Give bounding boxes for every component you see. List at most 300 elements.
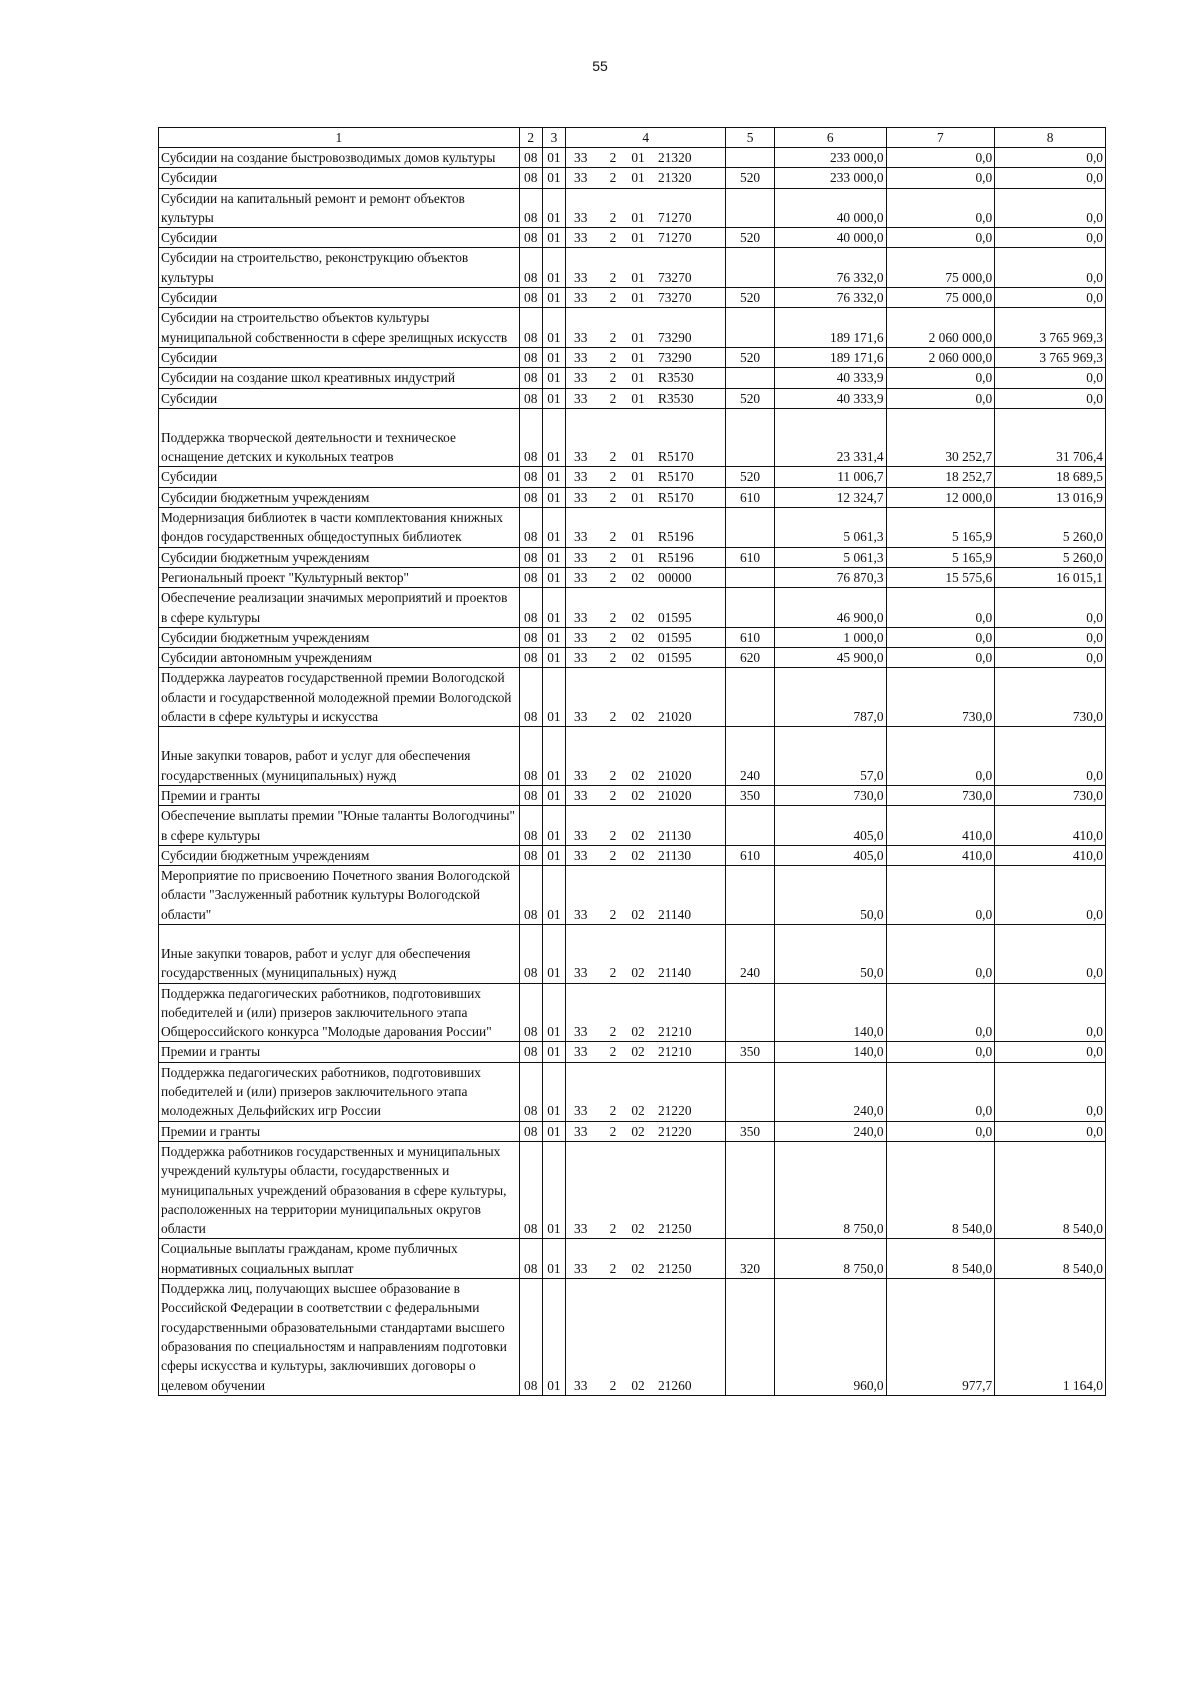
table-row <box>159 547 1106 567</box>
row-name: Поддержка педагогических работников, подготовивших победителей и (или) призеров заключительного этапа молодежных Дельфийских игр России <box>159 1062 520 1121</box>
table-row <box>159 924 1106 983</box>
code-c2: 08 <box>519 288 542 308</box>
amount-c6: 11 006,7 <box>774 467 886 487</box>
expense-type-code: 610 <box>726 845 775 865</box>
amount-c7: 977,7 <box>886 1279 995 1396</box>
table-row <box>159 845 1106 865</box>
column-header-4: 4 <box>566 128 726 148</box>
expense-type-code <box>726 1279 775 1396</box>
code-c3: 01 <box>542 1239 565 1279</box>
row-name: Субсидии бюджетным учреждениям <box>159 845 520 865</box>
table-row <box>159 1062 1106 1121</box>
amount-c7: 410,0 <box>886 845 995 865</box>
code-part-1: 33 <box>574 329 588 345</box>
code-c3: 01 <box>542 508 565 548</box>
amount-c7: 730,0 <box>886 668 995 727</box>
target-article-code <box>566 785 726 805</box>
code-part-4: 00000 <box>658 569 692 585</box>
code-c3: 01 <box>542 1141 565 1238</box>
amount-c8: 0,0 <box>995 1042 1106 1062</box>
amount-c6: 76 332,0 <box>774 288 886 308</box>
code-c3: 01 <box>542 368 565 388</box>
code-part-4: 73290 <box>658 349 692 365</box>
table-row <box>159 1279 1106 1396</box>
amount-c8: 0,0 <box>995 228 1106 248</box>
row-name: Субсидии на капитальный ремонт и ремонт объектов культуры <box>159 188 520 228</box>
code-part-4: 21130 <box>658 827 692 843</box>
row-name: Мероприятие по присвоению Почетного звания Вологодской области "Заслуженный работник культуры Вологодской области" <box>159 866 520 925</box>
code-part-2: 2 <box>609 650 617 666</box>
code-part-4: 21320 <box>658 170 692 186</box>
amount-c6: 40 333,9 <box>774 368 886 388</box>
code-part-1: 33 <box>574 569 588 585</box>
expense-type-code: 520 <box>726 467 775 487</box>
amount-c7: 75 000,0 <box>886 248 995 288</box>
expense-type-code <box>726 588 775 628</box>
table-row <box>159 368 1106 388</box>
code-part-3: 02 <box>631 827 645 843</box>
code-c2: 08 <box>519 845 542 865</box>
amount-c6: 240,0 <box>774 1121 886 1141</box>
code-c2: 08 <box>519 508 542 548</box>
amount-c8: 410,0 <box>995 845 1106 865</box>
amount-c6: 40 333,9 <box>774 388 886 408</box>
code-c2: 08 <box>519 347 542 367</box>
code-part-2: 2 <box>609 529 617 545</box>
expense-type-code: 610 <box>726 547 775 567</box>
amount-c8: 0,0 <box>995 288 1106 308</box>
expense-type-code: 610 <box>726 487 775 507</box>
amount-c8: 730,0 <box>995 668 1106 727</box>
table-row <box>159 648 1106 668</box>
code-c3: 01 <box>542 547 565 567</box>
amount-c7: 0,0 <box>886 727 995 786</box>
table-row <box>159 408 1106 467</box>
target-article-code <box>566 288 726 308</box>
code-part-1: 33 <box>574 906 588 922</box>
target-article-code <box>566 388 726 408</box>
code-c3: 01 <box>542 388 565 408</box>
column-header-5: 5 <box>726 128 775 148</box>
code-part-3: 02 <box>631 609 645 625</box>
code-c2: 08 <box>519 467 542 487</box>
amount-c8: 730,0 <box>995 785 1106 805</box>
code-part-2: 2 <box>609 170 617 186</box>
code-c2: 08 <box>519 1121 542 1141</box>
amount-c7: 0,0 <box>886 866 995 925</box>
code-part-4: 71270 <box>658 209 692 225</box>
amount-c7: 5 165,9 <box>886 508 995 548</box>
expense-type-code <box>726 567 775 587</box>
code-c3: 01 <box>542 288 565 308</box>
code-part-4: 21020 <box>658 767 692 783</box>
amount-c6: 40 000,0 <box>774 188 886 228</box>
table-row <box>159 983 1106 1042</box>
code-c2: 08 <box>519 368 542 388</box>
column-header-3: 3 <box>542 128 565 148</box>
code-part-3: 02 <box>631 1103 645 1119</box>
target-article-code <box>566 924 726 983</box>
row-name: Поддержка творческой деятельности и техническое оснащение детских и кукольных театров <box>159 408 520 467</box>
amount-c8: 8 540,0 <box>995 1239 1106 1279</box>
expense-type-code <box>726 668 775 727</box>
amount-c8: 0,0 <box>995 388 1106 408</box>
code-part-4: R5196 <box>658 529 694 545</box>
amount-c6: 12 324,7 <box>774 487 886 507</box>
code-c3: 01 <box>542 308 565 348</box>
code-c2: 08 <box>519 168 542 188</box>
expense-type-code <box>726 866 775 925</box>
code-part-2: 2 <box>609 847 617 863</box>
amount-c6: 50,0 <box>774 924 886 983</box>
code-part-1: 33 <box>574 629 588 645</box>
code-c2: 08 <box>519 248 542 288</box>
expense-type-code: 320 <box>726 1239 775 1279</box>
code-part-2: 2 <box>609 1377 617 1393</box>
code-part-2: 2 <box>609 349 617 365</box>
target-article-code <box>566 467 726 487</box>
code-c3: 01 <box>542 1062 565 1121</box>
table-row <box>159 1141 1106 1238</box>
amount-c7: 8 540,0 <box>886 1239 995 1279</box>
amount-c6: 787,0 <box>774 668 886 727</box>
code-c3: 01 <box>542 228 565 248</box>
code-c2: 08 <box>519 148 542 168</box>
code-c3: 01 <box>542 627 565 647</box>
code-c2: 08 <box>519 228 542 248</box>
code-part-3: 01 <box>631 449 645 465</box>
table-row <box>159 188 1106 228</box>
amount-c7: 5 165,9 <box>886 547 995 567</box>
code-part-2: 2 <box>609 1123 617 1139</box>
code-c3: 01 <box>542 785 565 805</box>
amount-c7: 18 252,7 <box>886 467 995 487</box>
table-row <box>159 785 1106 805</box>
row-name: Субсидии на строительство объектов культуры муниципальной собственности в сфере зрелищных искусств <box>159 308 520 348</box>
amount-c6: 233 000,0 <box>774 168 886 188</box>
expense-type-code: 240 <box>726 924 775 983</box>
row-name: Иные закупки товаров, работ и услуг для обеспечения государственных (муниципальных) нужд <box>159 924 520 983</box>
code-part-4: 73270 <box>658 269 692 285</box>
row-name: Поддержка работников государственных и муниципальных учреждений культуры области, государственных и муниципальных учреждений образования в сфере культуры, расположенных на территории муниципальных округов области <box>159 1141 520 1238</box>
code-c2: 08 <box>519 806 542 846</box>
amount-c6: 233 000,0 <box>774 148 886 168</box>
row-name: Субсидии <box>159 288 520 308</box>
amount-c8: 410,0 <box>995 806 1106 846</box>
code-part-4: 21210 <box>658 1024 692 1040</box>
code-part-1: 33 <box>574 1024 588 1040</box>
amount-c6: 730,0 <box>774 785 886 805</box>
column-header-2: 2 <box>519 128 542 148</box>
code-part-4: 21220 <box>658 1103 692 1119</box>
amount-c8: 16 015,1 <box>995 567 1106 587</box>
expense-type-code: 350 <box>726 1042 775 1062</box>
amount-c6: 5 061,3 <box>774 547 886 567</box>
code-part-1: 33 <box>574 449 588 465</box>
amount-c8: 3 765 969,3 <box>995 308 1106 348</box>
expense-type-code <box>726 248 775 288</box>
amount-c7: 0,0 <box>886 627 995 647</box>
row-name: Поддержка педагогических работников, подготовивших победителей и (или) призеров заключительного этапа Общероссийского конкурса "Молодые дарования России" <box>159 983 520 1042</box>
code-c2: 08 <box>519 408 542 467</box>
code-c3: 01 <box>542 148 565 168</box>
code-part-3: 02 <box>631 1221 645 1237</box>
amount-c8: 0,0 <box>995 368 1106 388</box>
code-part-3: 01 <box>631 489 645 505</box>
row-name: Субсидии автономным учреждениям <box>159 648 520 668</box>
code-part-1: 33 <box>574 650 588 666</box>
budget-table <box>158 127 1106 1396</box>
amount-c7: 12 000,0 <box>886 487 995 507</box>
code-part-1: 33 <box>574 1221 588 1237</box>
code-part-1: 33 <box>574 767 588 783</box>
column-header-1: 1 <box>159 128 520 148</box>
code-c2: 08 <box>519 727 542 786</box>
code-c2: 08 <box>519 1239 542 1279</box>
code-part-1: 33 <box>574 709 588 725</box>
code-part-3: 02 <box>631 1260 645 1276</box>
row-name: Субсидии <box>159 347 520 367</box>
code-c2: 08 <box>519 567 542 587</box>
code-part-4: 21020 <box>658 787 692 803</box>
target-article-code <box>566 1141 726 1238</box>
amount-c6: 140,0 <box>774 983 886 1042</box>
target-article-code <box>566 866 726 925</box>
code-part-3: 02 <box>631 965 645 981</box>
code-part-1: 33 <box>574 290 588 306</box>
amount-c8: 0,0 <box>995 983 1106 1042</box>
target-article-code <box>566 248 726 288</box>
table-row <box>159 588 1106 628</box>
code-part-1: 33 <box>574 390 588 406</box>
code-part-1: 33 <box>574 370 588 386</box>
code-part-4: 21220 <box>658 1123 692 1139</box>
row-name: Иные закупки товаров, работ и услуг для обеспечения государственных (муниципальных) нужд <box>159 727 520 786</box>
table-row <box>159 148 1106 168</box>
table-row <box>159 388 1106 408</box>
code-part-4: 21020 <box>658 709 692 725</box>
amount-c7: 0,0 <box>886 168 995 188</box>
code-part-4: 71270 <box>658 230 692 246</box>
code-part-2: 2 <box>609 150 617 165</box>
row-name: Модернизация библиотек в части комплектования книжных фондов государственных общедоступных библиотек <box>159 508 520 548</box>
code-part-2: 2 <box>609 609 617 625</box>
amount-c7: 2 060 000,0 <box>886 308 995 348</box>
code-part-4: R5170 <box>658 489 694 505</box>
code-part-2: 2 <box>609 230 617 246</box>
expense-type-code <box>726 308 775 348</box>
target-article-code <box>566 668 726 727</box>
table-header <box>159 128 1106 148</box>
target-article-code <box>566 308 726 348</box>
code-part-2: 2 <box>609 965 617 981</box>
target-article-code <box>566 845 726 865</box>
row-name: Субсидии <box>159 388 520 408</box>
table-row <box>159 567 1106 587</box>
code-part-4: 21140 <box>658 906 692 922</box>
code-part-3: 02 <box>631 1377 645 1393</box>
expense-type-code: 350 <box>726 785 775 805</box>
amount-c7: 75 000,0 <box>886 288 995 308</box>
amount-c6: 57,0 <box>774 727 886 786</box>
code-part-3: 02 <box>631 569 645 585</box>
table-row <box>159 1121 1106 1141</box>
row-name: Социальные выплаты гражданам, кроме публичных нормативных социальных выплат <box>159 1239 520 1279</box>
code-part-2: 2 <box>609 827 617 843</box>
table-row <box>159 866 1106 925</box>
code-part-4: R5196 <box>658 549 694 565</box>
amount-c7: 0,0 <box>886 1042 995 1062</box>
target-article-code <box>566 588 726 628</box>
row-name: Субсидии на создание быстровозводимых домов культуры <box>159 148 520 168</box>
code-c2: 08 <box>519 1279 542 1396</box>
amount-c8: 5 260,0 <box>995 547 1106 567</box>
code-part-1: 33 <box>574 965 588 981</box>
header-row <box>159 128 1106 148</box>
expense-type-code: 520 <box>726 228 775 248</box>
target-article-code <box>566 408 726 467</box>
code-part-3: 02 <box>631 629 645 645</box>
row-name: Субсидии <box>159 467 520 487</box>
code-part-4: 21320 <box>658 150 692 165</box>
code-part-2: 2 <box>609 1221 617 1237</box>
code-part-2: 2 <box>609 549 617 565</box>
table-row <box>159 228 1106 248</box>
row-name: Субсидии бюджетным учреждениям <box>159 487 520 507</box>
amount-c6: 23 331,4 <box>774 408 886 467</box>
column-header-8: 8 <box>995 128 1106 148</box>
row-name: Субсидии на строительство, реконструкцию объектов культуры <box>159 248 520 288</box>
code-part-1: 33 <box>574 1044 588 1060</box>
target-article-code <box>566 1279 726 1396</box>
expense-type-code <box>726 1062 775 1121</box>
code-part-1: 33 <box>574 529 588 545</box>
amount-c8: 13 016,9 <box>995 487 1106 507</box>
target-article-code <box>566 188 726 228</box>
code-part-3: 01 <box>631 170 645 186</box>
target-article-code <box>566 806 726 846</box>
row-name: Субсидии бюджетным учреждениям <box>159 547 520 567</box>
code-part-3: 02 <box>631 1024 645 1040</box>
code-c2: 08 <box>519 627 542 647</box>
code-part-3: 01 <box>631 150 645 165</box>
amount-c8: 0,0 <box>995 648 1106 668</box>
code-part-2: 2 <box>609 469 617 485</box>
code-part-3: 01 <box>631 529 645 545</box>
row-name: Обеспечение выплаты премии "Юные таланты Вологодчины" в сфере культуры <box>159 806 520 846</box>
table-row <box>159 288 1106 308</box>
amount-c7: 0,0 <box>886 1062 995 1121</box>
target-article-code <box>566 168 726 188</box>
row-name: Премии и гранты <box>159 1121 520 1141</box>
amount-c7: 0,0 <box>886 388 995 408</box>
amount-c6: 189 171,6 <box>774 347 886 367</box>
code-c3: 01 <box>542 1042 565 1062</box>
amount-c7: 0,0 <box>886 924 995 983</box>
code-c3: 01 <box>542 168 565 188</box>
code-part-2: 2 <box>609 489 617 505</box>
target-article-code <box>566 567 726 587</box>
amount-c7: 8 540,0 <box>886 1141 995 1238</box>
amount-c6: 76 332,0 <box>774 248 886 288</box>
code-part-2: 2 <box>609 1103 617 1119</box>
amount-c8: 31 706,4 <box>995 408 1106 467</box>
target-article-code <box>566 1062 726 1121</box>
row-name: Субсидии <box>159 168 520 188</box>
amount-c6: 76 870,3 <box>774 567 886 587</box>
code-c2: 08 <box>519 648 542 668</box>
table-row <box>159 727 1106 786</box>
expense-type-code <box>726 1141 775 1238</box>
expense-type-code <box>726 148 775 168</box>
expense-type-code: 350 <box>726 1121 775 1141</box>
code-part-1: 33 <box>574 170 588 186</box>
amount-c8: 0,0 <box>995 188 1106 228</box>
row-name: Поддержка лауреатов государственной премии Вологодской области и государственной молодежной премии Вологодской области в сфере культуры и искусства <box>159 668 520 727</box>
code-part-2: 2 <box>609 1024 617 1040</box>
amount-c8: 0,0 <box>995 148 1106 168</box>
expense-type-code <box>726 806 775 846</box>
code-c3: 01 <box>542 567 565 587</box>
target-article-code <box>566 1239 726 1279</box>
code-c2: 08 <box>519 1042 542 1062</box>
code-part-1: 33 <box>574 549 588 565</box>
amount-c6: 50,0 <box>774 866 886 925</box>
amount-c6: 46 900,0 <box>774 588 886 628</box>
amount-c8: 0,0 <box>995 168 1106 188</box>
code-part-1: 33 <box>574 489 588 505</box>
code-part-2: 2 <box>609 767 617 783</box>
row-name: Поддержка лиц, получающих высшее образование в Российской Федерации в соответствии с федеральными государственными образовательными стандартами высшего образования по специальностям и направлениям подготовки сферы искусства и культуры, заключивших договоры о целевом обучении <box>159 1279 520 1396</box>
code-part-2: 2 <box>609 709 617 725</box>
amount-c6: 960,0 <box>774 1279 886 1396</box>
code-part-3: 01 <box>631 230 645 246</box>
amount-c8: 0,0 <box>995 627 1106 647</box>
expense-type-code <box>726 408 775 467</box>
code-part-3: 02 <box>631 847 645 863</box>
amount-c8: 8 540,0 <box>995 1141 1106 1238</box>
table-row <box>159 508 1106 548</box>
code-c3: 01 <box>542 467 565 487</box>
target-article-code <box>566 368 726 388</box>
code-c3: 01 <box>542 845 565 865</box>
code-c3: 01 <box>542 668 565 727</box>
target-article-code <box>566 228 726 248</box>
code-part-4: R3530 <box>658 390 694 406</box>
code-c3: 01 <box>542 983 565 1042</box>
amount-c8: 0,0 <box>995 924 1106 983</box>
code-part-3: 02 <box>631 906 645 922</box>
code-part-4: 21130 <box>658 847 692 863</box>
code-c3: 01 <box>542 408 565 467</box>
row-name: Премии и гранты <box>159 785 520 805</box>
code-c2: 08 <box>519 866 542 925</box>
code-part-4: 73290 <box>658 329 692 345</box>
code-part-1: 33 <box>574 209 588 225</box>
code-part-1: 33 <box>574 847 588 863</box>
amount-c6: 405,0 <box>774 806 886 846</box>
amount-c7: 0,0 <box>886 228 995 248</box>
target-article-code <box>566 508 726 548</box>
code-part-2: 2 <box>609 370 617 386</box>
table-row <box>159 467 1106 487</box>
expense-type-code: 520 <box>726 288 775 308</box>
code-part-2: 2 <box>609 329 617 345</box>
code-part-3: 01 <box>631 269 645 285</box>
code-part-1: 33 <box>574 349 588 365</box>
target-article-code <box>566 487 726 507</box>
expense-type-code <box>726 508 775 548</box>
